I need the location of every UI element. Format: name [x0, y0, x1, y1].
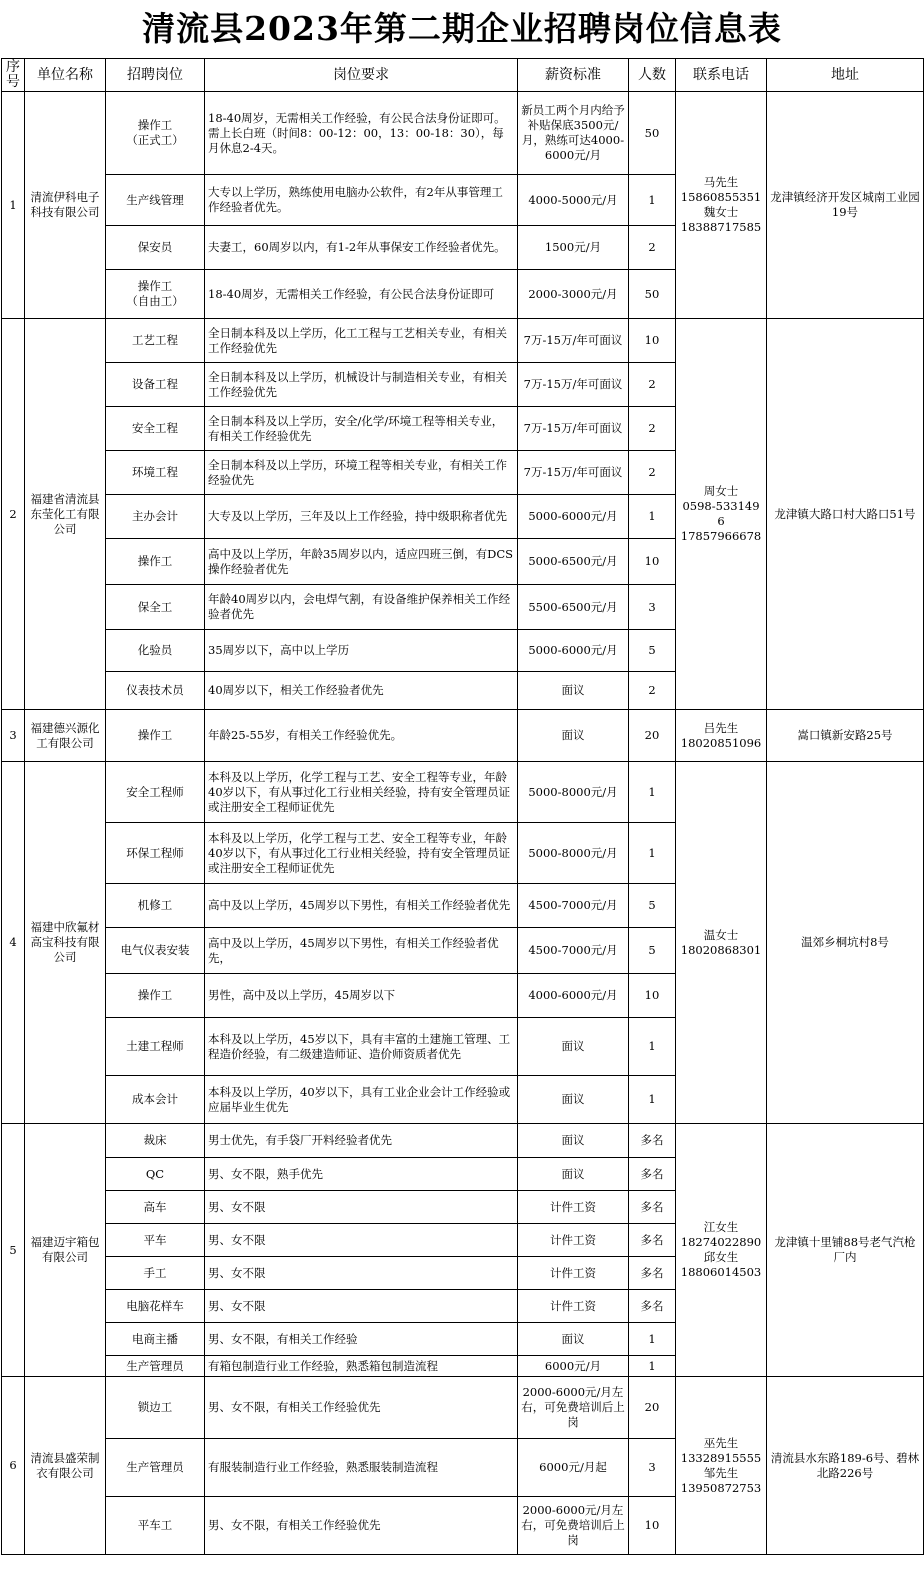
table-row	[2, 92, 924, 175]
headcount-cell: 多名	[629, 1224, 676, 1257]
salary-cell: 7万-15万/年可面议	[518, 407, 629, 451]
position-cell: 工艺工程	[106, 319, 205, 363]
headcount-cell: 10	[629, 1497, 676, 1555]
requirement-cell: 本科及以上学历，化学工程与工艺、安全工程等专业，年龄40岁以下，有从事过化工行业相关经验，持有安全管理员证或注册安全工程师证优先	[205, 762, 518, 823]
headcount-cell: 多名	[629, 1124, 676, 1158]
requirement-cell: 男、女不限，熟手优先	[205, 1158, 518, 1191]
salary-cell: 面议	[518, 1158, 629, 1191]
headcount-cell: 20	[629, 710, 676, 762]
position-cell: 设备工程	[106, 363, 205, 407]
salary-cell: 4500-7000元/月	[518, 928, 629, 974]
headcount-cell: 1	[629, 1076, 676, 1124]
table-row	[2, 710, 924, 762]
requirement-cell: 高中及以上学历，45周岁以下男性，有相关工作经验者优先，	[205, 928, 518, 974]
header-cell: 人数	[629, 59, 676, 92]
company-name: 清流伊科电子科技有限公司	[25, 92, 106, 319]
requirement-cell: 有箱包制造行业工作经验，熟悉箱包制造流程	[205, 1356, 518, 1377]
headcount-cell: 多名	[629, 1290, 676, 1323]
position-cell: 环境工程	[106, 451, 205, 495]
table-row	[2, 1377, 924, 1439]
requirement-cell: 全日制本科及以上学历，化工工程与工艺相关专业，有相关工作经验优先	[205, 319, 518, 363]
requirement-cell: 全日制本科及以上学历，安全/化学/环境工程等相关专业，有相关工作经验优先	[205, 407, 518, 451]
requirement-cell: 有服装制造行业工作经验，熟悉服装制造流程	[205, 1439, 518, 1497]
requirement-cell: 男、女不限	[205, 1290, 518, 1323]
position-cell: 环保工程师	[106, 823, 205, 884]
headcount-cell: 1	[629, 1323, 676, 1356]
header-cell: 薪资标准	[518, 59, 629, 92]
position-cell: 成本会计	[106, 1076, 205, 1124]
salary-cell: 计件工资	[518, 1191, 629, 1224]
salary-cell: 面议	[518, 672, 629, 710]
salary-cell: 5000-6000元/月	[518, 495, 629, 539]
requirement-cell: 年龄40周岁以内，会电焊气割，有设备维护保养相关工作经验者优先	[205, 585, 518, 630]
salary-cell: 5000-6000元/月	[518, 630, 629, 672]
requirement-cell: 夫妻工，60周岁以内，有1-2年从事保安工作经验者优先。	[205, 226, 518, 270]
requirement-cell: 18-40周岁，无需相关工作经验，有公民合法身份证即可。需上长白班（时间8：00-12：00，13：00-18：30），每月休息2-4天。	[205, 92, 518, 175]
position-cell: 操作工	[106, 974, 205, 1018]
table-row	[2, 762, 924, 823]
position-cell: 电商主播	[106, 1323, 205, 1356]
position-cell: QC	[106, 1158, 205, 1191]
requirement-cell: 本科及以上学历，化学工程与工艺、安全工程等专业，年龄40岁以下，有从事过化工行业相关经验，持有安全管理员证或注册安全工程师证优先	[205, 823, 518, 884]
headcount-cell: 1	[629, 1356, 676, 1377]
requirement-cell: 男、女不限，有相关工作经验	[205, 1323, 518, 1356]
table-body	[2, 92, 924, 1555]
position-cell: 平车	[106, 1224, 205, 1257]
position-cell: 电脑花样车	[106, 1290, 205, 1323]
address-cell: 嵩口镇新安路25号	[767, 710, 924, 762]
row-number: 5	[2, 1124, 25, 1377]
requirement-cell: 男、女不限，有相关工作经验优先	[205, 1377, 518, 1439]
salary-cell: 面议	[518, 1124, 629, 1158]
requirement-cell: 大专以上学历，熟练使用电脑办公软件，有2年从事管理工作经验者优先。	[205, 175, 518, 226]
position-cell: 安全工程师	[106, 762, 205, 823]
requirement-cell: 40周岁以下，相关工作经验者优先	[205, 672, 518, 710]
salary-cell: 面议	[518, 1076, 629, 1124]
salary-cell: 面议	[518, 1323, 629, 1356]
salary-cell: 4000-5000元/月	[518, 175, 629, 226]
requirement-cell: 男、女不限	[205, 1224, 518, 1257]
row-number: 6	[2, 1377, 25, 1555]
salary-cell: 5500-6500元/月	[518, 585, 629, 630]
requirement-cell: 全日制本科及以上学历，机械设计与制造相关专业，有相关工作经验优先	[205, 363, 518, 407]
header-row	[2, 59, 924, 92]
address-cell: 温郊乡桐坑村8号	[767, 762, 924, 1124]
salary-cell: 5000-8000元/月	[518, 823, 629, 884]
position-cell: 生产线管理	[106, 175, 205, 226]
salary-cell: 7万-15万/年可面议	[518, 451, 629, 495]
page-title: 清流县2023年第二期企业招聘岗位信息表	[142, 9, 782, 48]
headcount-cell: 10	[629, 319, 676, 363]
address-cell: 龙津镇大路口村大路口51号	[767, 319, 924, 710]
headcount-cell: 1	[629, 823, 676, 884]
salary-cell: 6000元/月起	[518, 1439, 629, 1497]
salary-cell: 7万-15万/年可面议	[518, 319, 629, 363]
position-cell: 电气仪表安装	[106, 928, 205, 974]
headcount-cell: 2	[629, 363, 676, 407]
company-name: 福建中欣氟材高宝科技有限公司	[25, 762, 106, 1124]
headcount-cell: 1	[629, 1018, 676, 1076]
header-cell: 招聘岗位	[106, 59, 205, 92]
address-cell: 龙津镇经济开发区城南工业园19号	[767, 92, 924, 319]
header-cell: 地址	[767, 59, 924, 92]
header-cell: 序号	[2, 59, 25, 92]
headcount-cell: 5	[629, 630, 676, 672]
requirement-cell: 本科及以上学历，40岁以下，具有工业企业会计工作经验或应届毕业生优先	[205, 1076, 518, 1124]
headcount-cell: 1	[629, 175, 676, 226]
salary-cell: 计件工资	[518, 1257, 629, 1290]
position-cell: 平车工	[106, 1497, 205, 1555]
position-cell: 机修工	[106, 884, 205, 928]
salary-cell: 6000元/月	[518, 1356, 629, 1377]
salary-cell: 面议	[518, 1018, 629, 1076]
row-number: 3	[2, 710, 25, 762]
contact-cell: 周女士 0598-5331496 17857966678	[676, 319, 767, 710]
position-cell: 锁边工	[106, 1377, 205, 1439]
recruitment-table	[1, 58, 924, 1555]
headcount-cell: 多名	[629, 1191, 676, 1224]
salary-cell: 5000-6500元/月	[518, 539, 629, 585]
row-number: 1	[2, 92, 25, 319]
company-name: 清流县盛荣制衣有限公司	[25, 1377, 106, 1555]
requirement-cell: 男性，高中及以上学历，45周岁以下	[205, 974, 518, 1018]
headcount-cell: 1	[629, 762, 676, 823]
requirement-cell: 全日制本科及以上学历，环境工程等相关专业，有相关工作经验优先	[205, 451, 518, 495]
salary-cell: 新员工两个月内给予补贴保底3500元/月，熟练可达4000-6000元/月	[518, 92, 629, 175]
position-cell: 裁床	[106, 1124, 205, 1158]
header-cell: 单位名称	[25, 59, 106, 92]
headcount-cell: 20	[629, 1377, 676, 1439]
position-cell: 操作工	[106, 710, 205, 762]
requirement-cell: 本科及以上学历，45岁以下，具有丰富的土建施工管理、工程造价经验，有二级建造师证、造价师资质者优先	[205, 1018, 518, 1076]
headcount-cell: 2	[629, 451, 676, 495]
contact-cell: 马先生 15860855351 魏女士 18388717585	[676, 92, 767, 319]
company-name: 福建迈宇箱包有限公司	[25, 1124, 106, 1377]
position-cell: 仪表技术员	[106, 672, 205, 710]
headcount-cell: 多名	[629, 1257, 676, 1290]
salary-cell: 7万-15万/年可面议	[518, 363, 629, 407]
requirement-cell: 男、女不限，有相关工作经验优先	[205, 1497, 518, 1555]
salary-cell: 2000-6000元/月左右，可免费培训后上岗	[518, 1497, 629, 1555]
contact-cell: 巫先生 13328915555 邹先生 13950872753	[676, 1377, 767, 1555]
company-name: 福建德兴源化工有限公司	[25, 710, 106, 762]
position-cell: 手工	[106, 1257, 205, 1290]
requirement-cell: 男、女不限	[205, 1257, 518, 1290]
position-cell: 操作工	[106, 539, 205, 585]
position-cell: 生产管理员	[106, 1439, 205, 1497]
requirement-cell: 35周岁以下，高中以上学历	[205, 630, 518, 672]
salary-cell: 2000-6000元/月左右，可免费培训后上岗	[518, 1377, 629, 1439]
headcount-cell: 3	[629, 585, 676, 630]
contact-cell: 吕先生 18020851096	[676, 710, 767, 762]
address-cell: 清流县水东路189-6号、碧林北路226号	[767, 1377, 924, 1555]
header-cell: 联系电话	[676, 59, 767, 92]
requirement-cell: 男、女不限	[205, 1191, 518, 1224]
header-cell: 岗位要求	[205, 59, 518, 92]
salary-cell: 4000-6000元/月	[518, 974, 629, 1018]
headcount-cell: 1	[629, 495, 676, 539]
position-cell: 土建工程师	[106, 1018, 205, 1076]
salary-cell: 面议	[518, 710, 629, 762]
position-cell: 保全工	[106, 585, 205, 630]
headcount-cell: 50	[629, 270, 676, 319]
salary-cell: 4500-7000元/月	[518, 884, 629, 928]
table-row	[2, 319, 924, 363]
salary-cell: 5000-8000元/月	[518, 762, 629, 823]
position-cell: 保安员	[106, 226, 205, 270]
headcount-cell: 3	[629, 1439, 676, 1497]
salary-cell: 1500元/月	[518, 226, 629, 270]
table-row	[2, 1124, 924, 1158]
headcount-cell: 10	[629, 974, 676, 1018]
company-name: 福建省清流县东莹化工有限公司	[25, 319, 106, 710]
requirement-cell: 男士优先，有手袋厂开料经验者优先	[205, 1124, 518, 1158]
position-cell: 安全工程	[106, 407, 205, 451]
requirement-cell: 高中及以上学历，年龄35周岁以内，适应四班三倒，有DCS操作经验者优先	[205, 539, 518, 585]
position-cell: 高车	[106, 1191, 205, 1224]
contact-cell: 江女生 18274022890 邱女生 18806014503	[676, 1124, 767, 1377]
salary-cell: 计件工资	[518, 1290, 629, 1323]
row-number: 2	[2, 319, 25, 710]
headcount-cell: 5	[629, 928, 676, 974]
salary-cell: 2000-3000元/月	[518, 270, 629, 319]
headcount-cell: 2	[629, 226, 676, 270]
position-cell: 操作工 （自由工）	[106, 270, 205, 319]
requirement-cell: 年龄25-55岁，有相关工作经验优先。	[205, 710, 518, 762]
headcount-cell: 2	[629, 407, 676, 451]
requirement-cell: 高中及以上学历，45周岁以下男性，有相关工作经验者优先	[205, 884, 518, 928]
row-number: 4	[2, 762, 25, 1124]
headcount-cell: 多名	[629, 1158, 676, 1191]
headcount-cell: 5	[629, 884, 676, 928]
salary-cell: 计件工资	[518, 1224, 629, 1257]
position-cell: 主办会计	[106, 495, 205, 539]
position-cell: 生产管理员	[106, 1356, 205, 1377]
requirement-cell: 大专及以上学历，三年及以上工作经验，持中级职称者优先	[205, 495, 518, 539]
position-cell: 操作工 （正式工）	[106, 92, 205, 175]
position-cell: 化验员	[106, 630, 205, 672]
requirement-cell: 18-40周岁，无需相关工作经验，有公民合法身份证即可	[205, 270, 518, 319]
headcount-cell: 2	[629, 672, 676, 710]
contact-cell: 温女士 18020868301	[676, 762, 767, 1124]
headcount-cell: 50	[629, 92, 676, 175]
address-cell: 龙津镇十里铺88号老气汽枪厂内	[767, 1124, 924, 1377]
headcount-cell: 10	[629, 539, 676, 585]
